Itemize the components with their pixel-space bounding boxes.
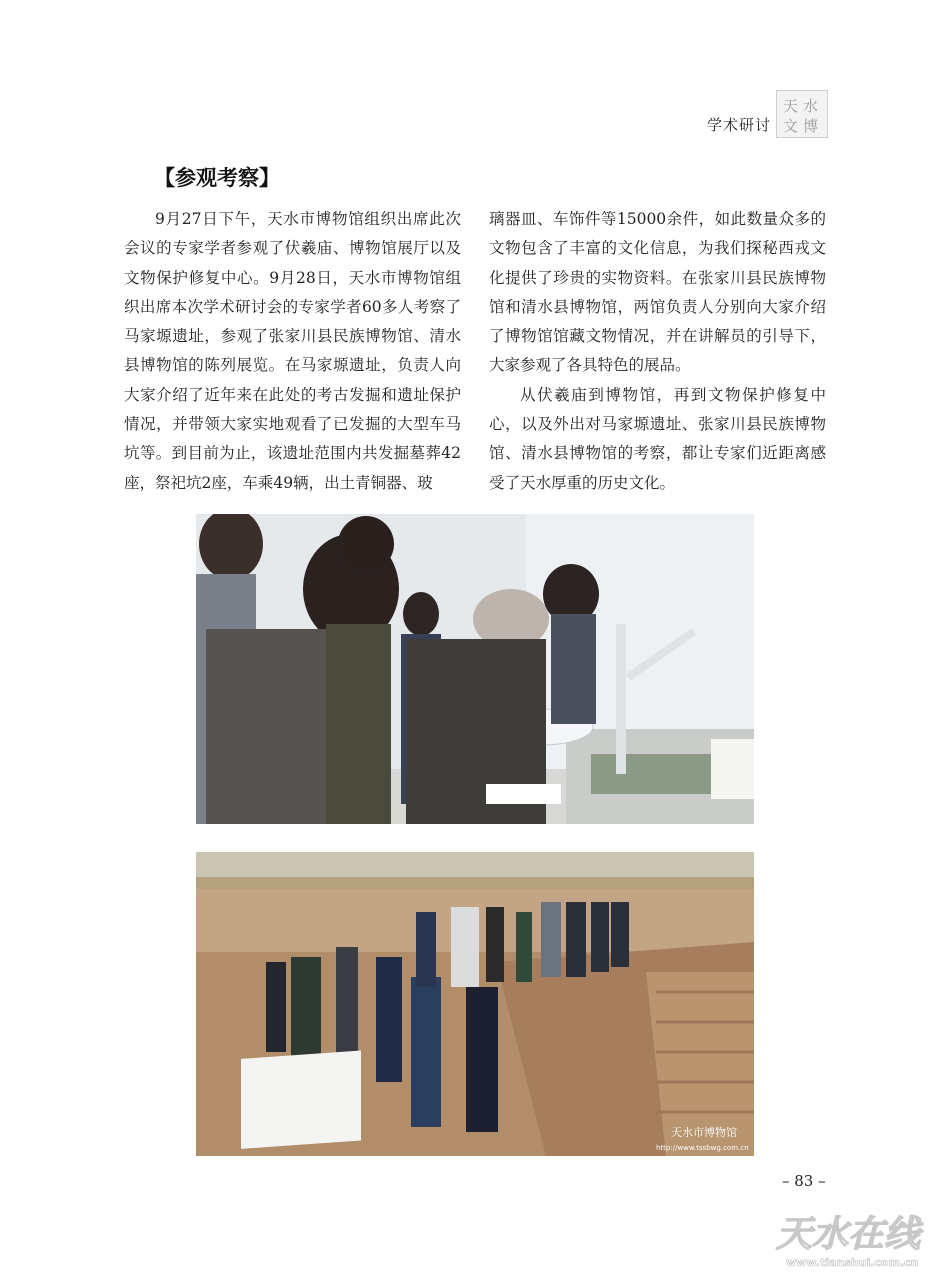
photo-lab-inspection — [196, 514, 754, 824]
svg-text:文: 文 — [783, 117, 799, 135]
section-title: 【参观考察】 — [154, 166, 280, 190]
paragraph: 璃器皿、车饰件等15000余件，如此数量众多的文物包含了丰富的文化信息，为我们探秘西戎文化提供了珍贵的实物资料。在张家川县民族博物馆和清水县博物馆，两馆负责人分别向大家介绍了博物馆馆藏文物情况，并在讲解员的引导下，大家参观了各具特色的展品。 — [489, 210, 826, 375]
svg-text:www.tianshui.com.cn: www.tianshui.com.cn — [786, 1256, 919, 1269]
text-column-right — [489, 205, 826, 498]
section-header: 学术研讨 — [707, 116, 772, 134]
svg-text:博: 博 — [803, 117, 819, 135]
svg-text:天: 天 — [783, 97, 799, 115]
paragraph: 9月27日下午，天水市博物馆组织出席此次会议的专家学者参观了伏羲庙、博物馆展厅以及文物保护修复中心。9月28日，天水市博物馆组织出席本次学术研讨会的专家学者60多人考察了马家塬遗址，参观了张家川县民族博物馆、清水县博物馆的陈列展览。在马家塬遗址，负责人向大家介绍了近年来在此处的考古发掘和遗址保护情况，并带领大家实地观看了已发掘的大型车马坑等。到目前为止，该遗址范围内共发掘墓葬42座，祭祀坑2座，车乘49辆，出土青铜器、玻 — [124, 210, 461, 492]
photo-watermark-url: http://www.tssbwg.com.cn — [656, 1144, 749, 1152]
svg-text:水: 水 — [803, 97, 819, 115]
text-column-left — [124, 205, 461, 498]
site-watermark-logo — [772, 1208, 942, 1270]
paragraph: 从伏羲庙到博物馆，再到文物保护修复中心，以及外出对马家塬遗址、张家川县民族博物馆、清水县博物馆的考察，都让专家们近距离感受了天水厚重的历史文化。 — [489, 385, 826, 492]
svg-text:天水在线: 天水在线 — [776, 1213, 921, 1255]
seal-logo — [776, 90, 828, 138]
page-number: – 83 – — [782, 1172, 826, 1190]
photo-watermark-text: 天水市博物馆 — [671, 1126, 737, 1139]
photo-excavation-site — [196, 852, 754, 1156]
